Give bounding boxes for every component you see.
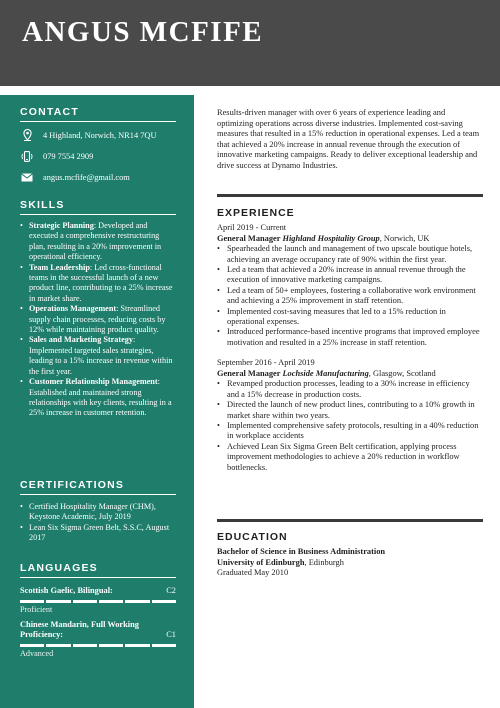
list-item: • Customer Relationship Management: Established and maintained strong relationships with key clients, resulting in a 25% increase in customer retention. xyxy=(20,377,176,419)
phone-text: 079 7554 2909 xyxy=(43,152,94,161)
list-item: • Lean Six Sigma Green Belt, S.S.C, August 2017 xyxy=(20,523,176,544)
experience-rule xyxy=(217,194,483,197)
job-2-bullets xyxy=(217,379,483,473)
list-item: • Implemented cost-saving measures that led to a 15% reduction in operational expenses. xyxy=(217,307,483,328)
contact-divider xyxy=(20,121,176,122)
job-1 xyxy=(217,223,483,348)
contact-section xyxy=(20,106,176,183)
languages-divider xyxy=(20,577,176,578)
list-item: • Operations Management: Streamlined supply chain processes, reducing costs by 12% while maintaining product quality. xyxy=(20,304,176,335)
languages-title: LANGUAGES xyxy=(20,562,98,574)
certifications-section xyxy=(20,479,176,544)
language-2-header xyxy=(20,620,176,641)
email-icon xyxy=(20,173,34,182)
language-2-description: Advanced xyxy=(20,648,54,658)
job-2 xyxy=(217,358,483,473)
language-1-bar xyxy=(20,600,176,603)
skills-section xyxy=(20,199,176,419)
language-2-name: Chinese Mandarin, Full Working Proficiency: xyxy=(20,619,139,639)
email-text[interactable]: angus.mcfife@gmail.com xyxy=(43,173,130,182)
language-1-description: Proficient xyxy=(20,604,53,614)
experience-title: EXPERIENCE xyxy=(217,207,295,219)
contact-phone xyxy=(20,151,176,162)
contact-email xyxy=(20,172,176,183)
job-2-dates: September 2016 - April 2019 xyxy=(217,358,315,368)
certifications-list xyxy=(20,502,176,544)
education-title: EDUCATION xyxy=(217,531,288,543)
language-1-header xyxy=(20,586,176,597)
education-rule xyxy=(217,519,483,522)
education-section xyxy=(217,531,483,579)
phone-icon xyxy=(20,151,34,162)
list-item: • Led a team of 50+ employees, fostering a collaborative work environment and achieving a 25% improvement in staff retention. xyxy=(217,286,483,307)
certifications-divider xyxy=(20,494,176,495)
contact-address xyxy=(20,129,176,141)
education-school: University of Edinburgh, Edinburgh xyxy=(217,557,344,567)
contact-title: CONTACT xyxy=(20,106,79,118)
experience-section xyxy=(217,207,483,473)
certifications-title: CERTIFICATIONS xyxy=(20,479,125,491)
skills-list xyxy=(20,221,176,419)
list-item: • Strategic Planning: Developed and executed a comprehensive restructuring plan, resulting in a 20% improvement in operational efficiency. xyxy=(20,221,176,263)
skills-divider xyxy=(20,214,176,215)
header-bar xyxy=(0,0,500,86)
job-2-title: General Manager Lochside Manufacturing, Glasgow, Scotland xyxy=(217,368,436,378)
job-1-dates: April 2019 - Current xyxy=(217,223,287,232)
education-graduated: Graduated May 2010 xyxy=(217,568,289,578)
list-item: • Directed the launch of new product lines, contributing to a 10% growth in market share within two years. xyxy=(217,400,483,421)
languages-section xyxy=(20,562,176,659)
list-item: • Spearheaded the launch and management of two upscale boutique hotels, achieving an average occupancy rate of 90% within the first year. xyxy=(217,244,483,265)
list-item: • Led a team that achieved a 20% increase in annual revenue through the execution of innovative marketing campaigns. xyxy=(217,265,483,286)
summary-text: Results-driven manager with over 6 years of experience leading and optimizing operations across diverse industries. Implemented cost-saving measures that resulted in a 15% reduction in operational expenses. Led a team that achieved a 20% increase in annual revenue through the execution of innovative marketing campaigns. Ready to deliver exceptional leadership and drive success at Dynamo Industries. xyxy=(217,108,480,170)
skills-title: SKILLS xyxy=(20,199,65,211)
sidebar xyxy=(0,95,194,708)
list-item: • Revamped production processes, leading to a 30% increase in efficiency and a 15% decrease in production costs. xyxy=(217,379,483,400)
language-1-level: C2 xyxy=(166,586,176,595)
list-item: • Team Leadership: Led cross-functional teams in the successful launch of a new product line, contributing to a 25% increase in market share. xyxy=(20,263,176,305)
location-pin-icon xyxy=(20,129,34,141)
list-item: • Introduced performance-based incentive programs that improved employee motivation and resulted in a 25% increase in staff retention. xyxy=(217,327,483,348)
education-degree: Bachelor of Science in Business Administration xyxy=(217,547,386,556)
language-2-level: C1 xyxy=(166,630,176,639)
address-text: 4 Highland, Norwich, NR14 7QU xyxy=(43,130,157,140)
job-1-bullets xyxy=(217,244,483,348)
job-1-title: General Manager Highland Hospitality Group, Norwich, UK xyxy=(217,233,430,243)
candidate-name: ANGUS MCFIFE xyxy=(22,16,264,48)
language-1-name: Scottish Gaelic, Bilingual: xyxy=(20,586,113,595)
list-item: • Sales and Marketing Strategy: Implemented targeted sales strategies, leading to a 15% increase in revenue within the first year. xyxy=(20,335,176,377)
language-2-bar xyxy=(20,644,176,647)
summary-section xyxy=(217,108,483,172)
list-item: • Implemented comprehensive safety protocols, resulting in a 40% reduction in workplace accidents xyxy=(217,421,483,442)
list-item: • Certified Hospitality Manager (CHM), Keystone Academic, July 2019 xyxy=(20,502,176,523)
list-item: • Achieved Lean Six Sigma Green Belt certification, applying process improvement methodologies to achieve a 20% reduction in workflow bottlenecks. xyxy=(217,442,483,473)
